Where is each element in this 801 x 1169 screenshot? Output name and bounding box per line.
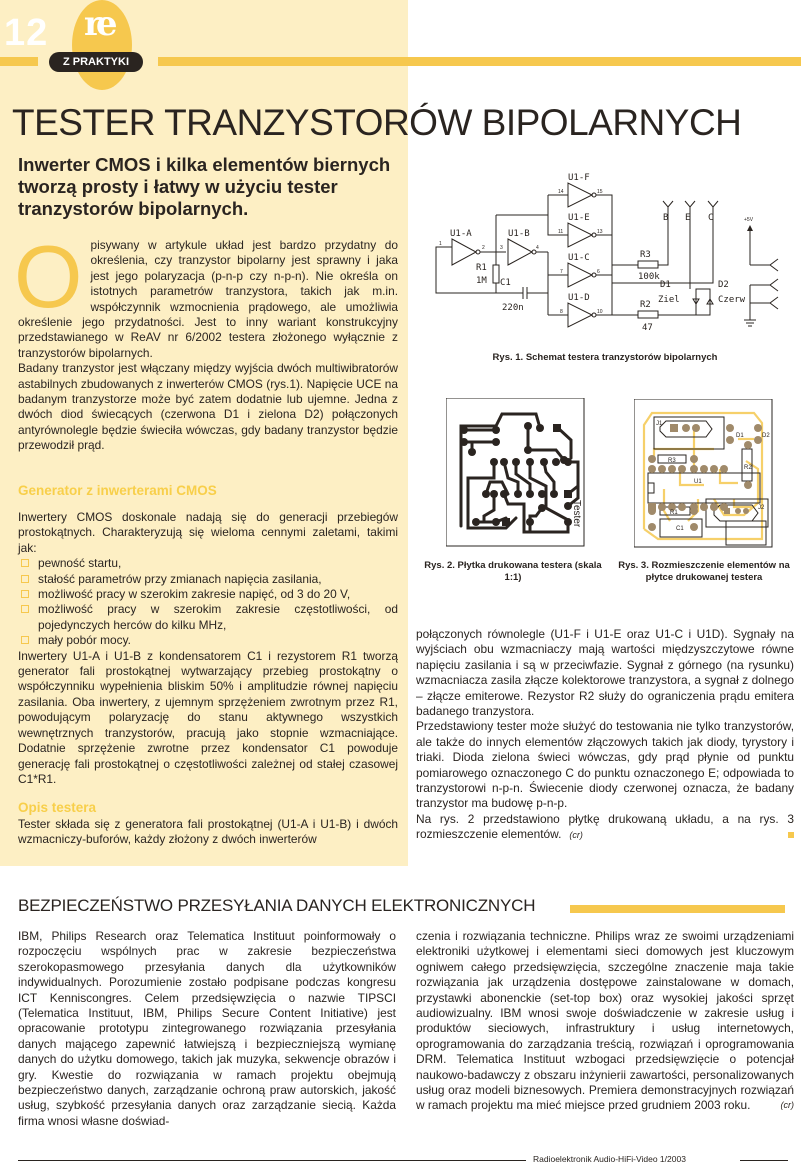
section-description <box>18 817 398 848</box>
bullet-item: pewność startu, <box>18 556 398 571</box>
figure-3-caption: Rys. 3. Rozmieszczenie elementów na płytce drukowanej testera <box>618 560 790 583</box>
right-column-text <box>416 627 794 844</box>
section1-paragraph-1: Inwertery CMOS doskonale nadają się do generacji przebiegów prostokątnych. Charakteryzują się wieloma cennymi zaletami, takimi jak: <box>18 510 398 555</box>
label-r2: R2 <box>744 465 752 471</box>
pin-label: 15 <box>597 189 603 195</box>
figure-pcb <box>446 398 586 548</box>
label-r3-value: 100k <box>638 272 660 282</box>
right-paragraph-3: Na rys. 2 przedstawiono płytkę drukowaną układu, a na rys. 3 rozmieszczenie elementów. (cr) <box>416 811 794 842</box>
label-r1-value: 1M <box>476 276 487 286</box>
news-column-right <box>416 929 794 1114</box>
bullet-box-icon <box>21 636 29 644</box>
label-d2-value: Czerw <box>718 295 746 305</box>
label-d1-value: Ziel <box>658 295 680 305</box>
pin-label: 1 <box>439 241 442 247</box>
inverter-u1b <box>508 239 532 265</box>
footer-rule-right <box>740 1160 788 1161</box>
inverter-u1f <box>568 183 592 207</box>
intro-paragraph-1: pisywany w artykule układ jest bardzo przydatny do określenia, czy tranzystor bipolarny jest sprawny i jaka jest jego polaryzacja (p-n-p czy n-p-n). Nie określa on istotnych parametrów tranzystora, takich jak m.in. współczynnik wzmocnienia prądowego, ale umożliwia określenie jego przydatności. Jest to inny wariant konstrukcyjny przedstawianego w ReAV nr 6/2002 testera złożonego wyłącznie z tranzystorów bipolarnych. <box>18 238 398 360</box>
bullet-item: stałość parametrów przy zmianach napięcia zasilania, <box>18 572 398 587</box>
header-rule-right <box>158 57 801 66</box>
figure-2-caption: Rys. 2. Płytka drukowana testera (skala 1:1) <box>424 560 602 583</box>
end-mark-icon <box>788 832 794 838</box>
figure-schematic <box>420 165 790 365</box>
probe-b <box>663 201 673 207</box>
bullet-box-icon <box>21 575 29 583</box>
pin-label: 11 <box>558 229 564 235</box>
article-title: TESTER TRANZYSTORÓW BIPOLARNYCH <box>12 102 742 143</box>
inverter-u1e <box>568 223 592 247</box>
bullet-item: możliwość pracy w szerokim zakresie napięć, od 3 do 20 V, <box>18 587 398 602</box>
resistor-r3 <box>638 261 658 268</box>
news-left-text: IBM, Philips Research oraz Telematica Instituut poinformowały o rozpoczęciu wspólnych prac w zakresie bezpieczeństwa szerokopasmowego przesyłania danych dla użytkowników indywidualnych. Porozumienie zostało podpisane podczas kongresu ICT Kenniscongres. Celem przedsięwzięcia o nazwie TIPSCI (Telematica Instituut, IBM, Philips Secure Content Initiative) jest opracowanie prototypu zintegrowanego rozwiązania przesyłania danych mającego zapewnić łatwiejszą i bezpieczniejszą wymianę danych do użytku domowego, takich jak muzyka, sekwencje obrazów i gry. Kwestie do rozwiązania w ramach projektu obejmują bezpieczeństwo danych, zarządzanie ochroną praw autorskich, jakość usług, szybkość przesyłania danych oraz zarządzanie siecią. Każda firma wnosi własne doświad- <box>18 929 396 1128</box>
label-vcc: +5V <box>744 217 754 223</box>
section2-paragraph-1: Tester składa się z generatora fali prostokątnej (U1-A i U1-B) i dwóch wzmacniczy-buforów, każdy złożony z dwóch inwerterów <box>18 817 398 847</box>
news-right-text: czenia i rozwiązania techniczne. Philips wraz ze swoimi urządzeniami elektroniki użytkowej i elementami sieci domowych jest kluczowym ogniwem całego przedsięwzięcia, szczególne znaczenie maja takie rozwiązania jak urządzenia dostępowe zainstalowane w domach, przystawki abonenckie (set-top box) oraz wysokiej jakości sprzęt audiowizualny. IBM wnosi swoje doświadczenie w zakresie usług i produktów sieciowych, infrastruktury i usług internetowych, oprogramowania do zarządzania treścią, rozwiązań i oprogramowania DRM. Telematica Instituut wzbogaci przedsięwzięcie o potencjał naukowo-badawczy z obszaru inżynierii zawartości, personalizowanych usług oraz modeli biznesowych. Premiera demonstracyjnych rozwiązań w ramach projektu ma mieć miejsce przed grudniem 2003 roku. (cr) <box>416 929 794 1113</box>
page-number: 12 <box>4 12 49 54</box>
pin-label: 10 <box>597 309 603 315</box>
label-d2: D2 <box>762 433 770 439</box>
article-intro <box>14 227 398 454</box>
footer-publication: Radioelektronik Audio-HiFi-Video 1/2003 <box>533 1154 686 1164</box>
article-lead: Inwerter CMOS i kilka elementów biernych tworzą prosty i łatwy w użyciu tester tranzystorów bipolarnych. <box>18 154 391 219</box>
resistor-r2 <box>638 311 658 318</box>
footer-rule-left <box>18 1160 526 1161</box>
label-r2: R2 <box>640 300 651 310</box>
inverter-u1a <box>452 239 476 265</box>
label-u1b: U1-B <box>508 229 530 239</box>
pcb-drawing <box>446 398 586 548</box>
header-rule-left <box>0 57 38 66</box>
bullet-box-icon <box>21 559 29 567</box>
label-d1: D1 <box>736 433 744 439</box>
bullet-box-icon <box>21 590 29 598</box>
label-probe-b: B <box>663 213 669 223</box>
article-signature: (cr) <box>569 830 583 841</box>
figure-1-caption: Rys. 1. Schemat testera tranzystorów bipolarnych <box>492 352 718 363</box>
label-r2-value: 47 <box>642 323 653 333</box>
logo-text: re <box>84 4 112 44</box>
news-column-left <box>18 929 396 1129</box>
pin-label: 7 <box>560 269 563 275</box>
vcc-arrow-icon <box>747 225 753 231</box>
news-heading-bar <box>570 905 785 913</box>
label-u1d: U1-D <box>568 293 590 303</box>
pin-label: 8 <box>560 309 563 315</box>
pcb-board-label: Tester <box>571 500 582 528</box>
schematic-diagram <box>420 165 790 345</box>
label-c1: C1 <box>676 526 684 532</box>
section-heading-generator: Generator z inwerterami CMOS <box>18 483 217 498</box>
intro-paragraph-2: Badany tranzystor jest włączany między wyjścia dwóch multiwibratorów astabilnych zbudowanych z inwerterów CMOS (rys.1). Napięcie UCE na badanym tranzystorze może być zatem dodatnie lub ujemne. Jedna z dwóch diod świecących (czerwona D1 i zielona D2) połączonych antyrównolegle będzie świeciła wówczas, gdy badany tranzystor będzie przewodził prąd. <box>18 361 398 453</box>
section-badge: Z PRAKTYKI <box>49 52 143 72</box>
inverter-u1c <box>568 263 592 287</box>
label-probe-e: E <box>685 213 691 223</box>
label-u1: U1 <box>694 479 702 485</box>
pin-label: 2 <box>482 245 485 251</box>
resistor-r1 <box>493 265 499 283</box>
label-d1: D1 <box>660 280 671 290</box>
drop-cap: O <box>14 227 83 326</box>
label-u1a: U1-A <box>450 229 472 239</box>
label-r3: R3 <box>668 458 676 464</box>
bullet-item: możliwość pracy w szerokim zakresie częstotliwości, od pojedynczych herców do kilku MHz, <box>18 602 398 633</box>
placement-drawing <box>634 399 774 549</box>
pin-label: 13 <box>597 229 603 235</box>
right-paragraph-1: połączonych równolegle (U1-F i U1-E oraz U1-C i U1D). Sygnały na wyjściach obu wzmacniaczy mają wartości międzyszczytowe równe napięciu zasilania i są w przeciwfazie. Sygnał z górnego (na rysunku) wzmacniacza zasila złącze kolektorowe tranzystora, a sygnał z dolnego – złącze emiterowe. Rezystor R2 służy do ograniczenia prądu emitera badanego tranzystora. <box>416 627 794 719</box>
label-r3: R3 <box>640 250 651 260</box>
inverter-u1d <box>568 303 592 327</box>
bullet-item: mały pobór mocy. <box>18 633 398 648</box>
label-d2: D2 <box>718 280 729 290</box>
news-heading: BEZPIECZEŃSTWO PRZESYŁANIA DANYCH ELEKTRONICZNYCH <box>18 896 536 915</box>
label-u1f: U1-F <box>568 173 590 183</box>
probe-c <box>708 201 718 207</box>
section1-paragraph-2: Inwertery U1-A i U1-B z kondensatorem C1 i rezystorem R1 tworzą generator fali prostokątnej wytwarzający przebieg prostokątny o współczynniku wypełnienia bliskim 50% i amplitudzie równej napięciu zasilania. Oba inwertery, z ujemnym sprzężeniem zwrotnym przez R1, powodującym polaryzację do stanu aktywnego wszystkich wewnętrznych tranzystorów, pracują jako stopnie wzmacniające. Dodatnie sprzężenie zwrotne przez kondensator C1 powoduje generację fali prostokątnej o częstotliwości zależnej od stałej czasowej C1*R1. <box>18 648 398 786</box>
pin-label: 3 <box>500 245 503 251</box>
label-u1c: U1-C <box>568 253 590 263</box>
probe-e <box>685 201 695 207</box>
pin-label: 6 <box>597 269 600 275</box>
figure-placement <box>634 399 774 549</box>
label-probe-c: C <box>708 213 714 223</box>
label-j1: J1 <box>656 421 663 427</box>
pin-label: 4 <box>536 245 539 251</box>
news-signature: (cr) <box>780 1100 794 1111</box>
label-j2: J2 <box>758 505 765 511</box>
label-r1: R1 <box>476 263 487 273</box>
bullet-box-icon <box>21 605 29 613</box>
label-r1: R1 <box>670 510 678 516</box>
label-c1: C1 <box>500 278 511 288</box>
pin-label: 14 <box>558 189 564 195</box>
label-c1-value: 220n <box>502 303 524 313</box>
right-paragraph-2: Przedstawiony tester może służyć do testowania nie tylko tranzystorów, ale także do innych elementów złączowych takich jak diody, tyrystory i triaki. Dioda zielona świeci wówczas, gdy prąd płynie od punktu pomiarowego oznaczonego C do punktu oznaczonego E; odpowiada to tranzystorowi n-p-n. Świecenie diody czerwonej oznacza, że badany tranzystor ma budowę p-n-p. <box>416 719 794 811</box>
label-u1e: U1-E <box>568 213 590 223</box>
section-heading-description: Opis testera <box>18 800 97 815</box>
section-generator <box>18 510 398 787</box>
